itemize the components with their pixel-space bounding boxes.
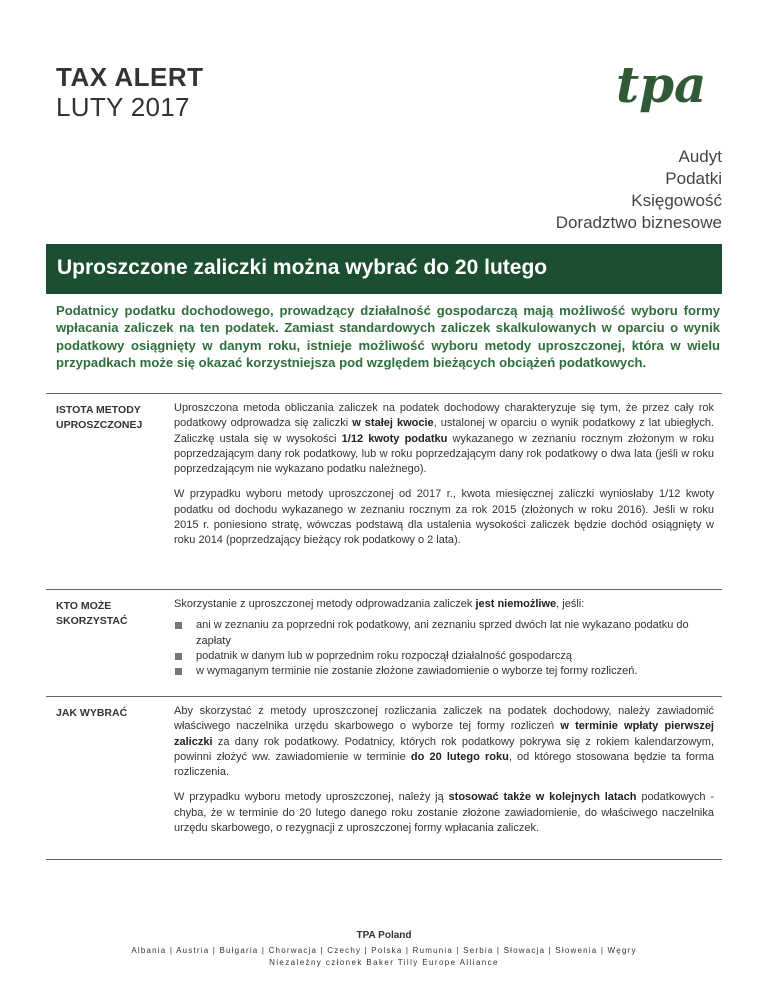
tpa-logo [612,56,722,126]
paragraph: Uproszczona metoda obliczania zaliczek na podatek dochodowy charakteryzuje się tym, że przez cały rok podatkowy odprowadza się zaliczki w stałej kwocie, ustalonej w oparciu o wynik podatkowy z lat ubiegłych. Zaliczkę ustala się w wysokości 1/12 kwoty podatku wykazanego w zeznaniu rocznym złożonym w roku poprzedzającym dany rok podatkowy, lub w roku poprzedzającym dany rok podatkowy o dwa lata (jeśli w roku poprzedzającym nie wykazano podatku należnego). [174,402,714,476]
lead-paragraph: Podatnicy podatku dochodowego, prowadzący działalność gospodarczą mają możliwość wyboru formy wpłacania zaliczek na ten podatek. Zamiast standardowych zaliczek skalkulowanych w oparciu o wynik podatkowy osiągnięty w danym roku, istnieje możliwość wyboru metody uproszczonej, która w wielu przypadkach może się okazać korzystniejsza pod względem bieżących obciążeń podatkowych. [56,303,720,370]
paragraph: W przypadku wyboru metody uproszczonej od 2017 r., kwota miesięcznej zaliczki wyniosłaby 1/12 kwoty podatku od dochodu wykazanego w zeznaniu rocznym za rok 2015 (złożonych w roku 2016). Jeśli w roku 2015 r. poniesiono stratę, wówczas podstawą dla ustalenia wysokości zaliczek będzie dochód osiągnięty w roku 2014 (poprzedzający bieżący rok podatkowy o 2 lata). [174,488,714,547]
list-item: ani w zeznaniu za poprzedni rok podatkowy, ani zeznaniu sprzed dwóch lat nie wykazano podatku do zapłaty [174,618,714,649]
service-audit: Audyt [678,147,722,166]
title-banner [46,244,722,294]
label-line: KTO MOŻE [56,600,112,612]
section-label [56,706,166,721]
article-title: Uproszczone zaliczki można wybrać do 20 lutego [57,256,548,279]
label-line: ISTOTA METODY [56,404,141,416]
square-bullet-icon [175,653,182,660]
paragraph: W przypadku wyboru metody uproszczonej, należy ją stosować także w kolejnych latach podatkowych - chyba, że w terminie do 20 lutego danego roku zostanie złożone zawiadomienie, do właściwego naczelnika urzędu skarbowego, o rezygnacji z uproszczonej formy wpłacania zaliczek. [174,791,714,835]
service-tax: Podatki [665,169,722,188]
service-accounting: Księgowość [631,191,722,210]
bullet-list [174,618,714,679]
list-item: podatnik w danym lub w poprzednim roku rozpoczął działalność gospodarczą [174,649,714,664]
paragraph: Aby skorzystać z metody uproszczonej rozliczania zaliczek na podatek dochodowy, należy zawiadomić właściwego naczelnika urzędu skarbowego o wyborze tej formy rozliczeń w terminie wpłaty pierwszej zaliczki za dany rok podatkowy. Podatnicy, których rok podatkowy pokrywa się z rokiem kalendarzowym, powinni złożyć ww. zawiadomienie w terminie do 20 lutego roku, od którego stosowana będzie ta forma rozliczenia. [174,705,714,779]
section-body [174,704,714,846]
label-line: JAK WYBRAĆ [56,707,128,719]
square-bullet-icon [175,622,182,629]
section-istota [46,393,722,590]
section-label [56,403,166,433]
service-advisory: Doradztwo biznesowe [555,213,722,232]
services-list [556,146,722,234]
footer-org: TPA Poland [356,930,412,941]
section-jak-wybrac [46,696,722,860]
label-line: SKORZYSTAĆ [56,615,128,627]
section-kto-moze [46,589,722,697]
header-date: LUTY 2017 [56,92,190,122]
section-body [174,597,714,679]
square-bullet-icon [175,668,182,675]
svg-text:tpa: tpa [616,56,707,114]
section-body [174,401,714,559]
paragraph: Skorzystanie z uproszczonej metody odprowadzania zaliczek jest niemożliwe, jeśli: [174,598,585,610]
label-line: UPROSZCZONEJ [56,419,143,431]
footer-member: Niezależny członek Baker Tilly Europe Alliance [269,958,499,967]
footer-countries: Albania | Austria | Bułgaria | Chorwacja | Czechy | Polska | Rumunia | Serbia | Słowacja | Słowenia | Węgry [131,946,637,955]
list-item: w wymaganym terminie nie zostanie złożone zawiadomienie o wyborze tej formy rozliczeń. [174,664,714,679]
header-title: TAX ALERT [56,62,204,92]
footer [0,930,768,967]
section-label [56,599,166,629]
